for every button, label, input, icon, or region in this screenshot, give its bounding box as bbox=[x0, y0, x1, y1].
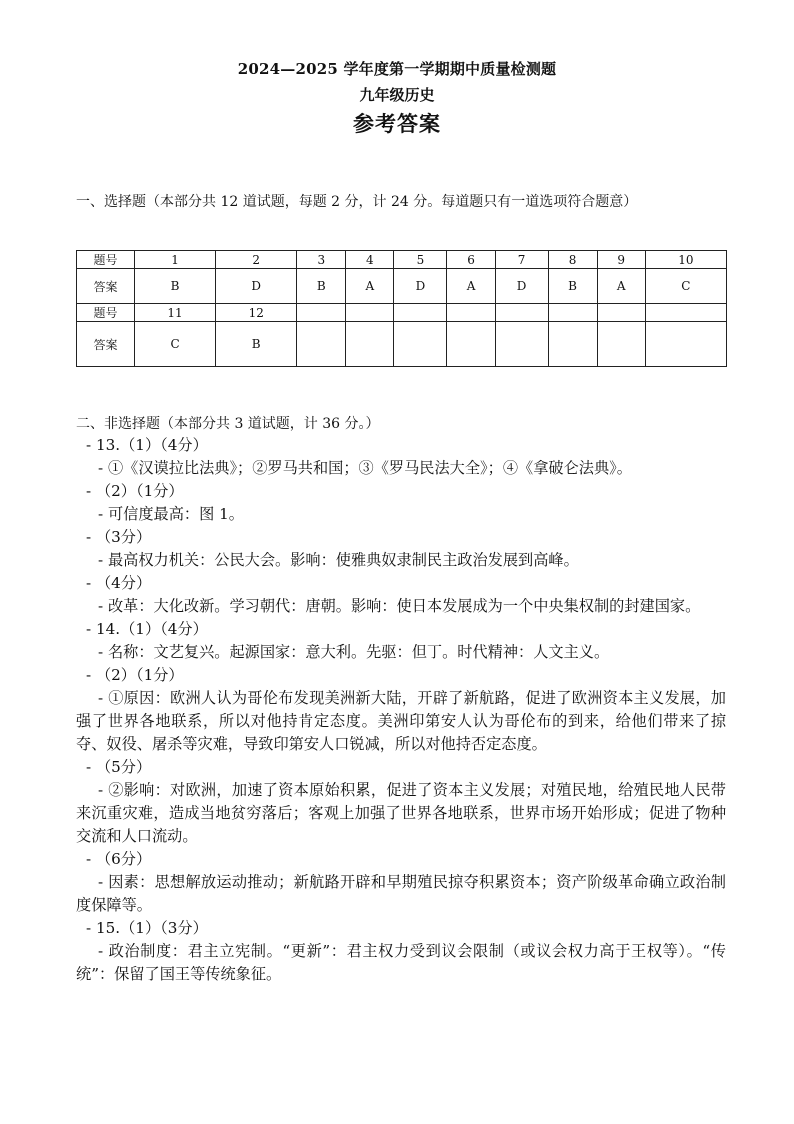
empty-cell bbox=[297, 304, 346, 322]
empty-cell bbox=[645, 322, 726, 367]
section2-answers bbox=[76, 434, 726, 986]
question-number: 8 bbox=[548, 251, 597, 269]
answer-cell: A bbox=[447, 269, 495, 304]
question-label: - 15.（1）（3分） bbox=[86, 919, 208, 937]
answer-text: - 名称：文艺复兴。起源国家：意大利。先驱：但丁。时代精神：人文主义。 bbox=[98, 643, 610, 661]
answer-text: - 改革：大化改新。学习朝代：唐朝。影响：使日本发展成为一个中央集权制的封建国家。 bbox=[98, 597, 701, 615]
exam-subject: 九年级历史 bbox=[359, 86, 435, 104]
question-label: - 13.（1）（4分） bbox=[86, 436, 208, 454]
question-number: 5 bbox=[394, 251, 447, 269]
answer-table bbox=[76, 250, 727, 367]
answer-cell: B bbox=[548, 269, 597, 304]
answer-cell: D bbox=[216, 269, 297, 304]
empty-cell bbox=[645, 304, 726, 322]
answer-cell: D bbox=[495, 269, 548, 304]
answer-text: - ②影响：对欧洲，加速了资本原始积累，促进了资本主义发展；对殖民地，给殖民地人民带来沉重灾难，造成当地贫穷落后；客观上加强了世界各地联系，世界市场开始形成；促进了物种交流和人口流动。 bbox=[76, 781, 726, 845]
table-row-numbers-2 bbox=[77, 304, 727, 322]
row-label: 答案 bbox=[77, 322, 135, 367]
answer-cell: A bbox=[597, 269, 645, 304]
question-number: 2 bbox=[216, 251, 297, 269]
section2-heading: 二、非选择题（本部分共 3 道试题，计 36 分。） bbox=[76, 416, 380, 432]
answer-cell: C bbox=[135, 322, 216, 367]
answer-text: - 因素：思想解放运动推动；新航路开辟和早期殖民掠夺积累资本；资产阶级革命确立政治制度保障等。 bbox=[76, 873, 726, 914]
empty-cell bbox=[447, 304, 495, 322]
question-number: 6 bbox=[447, 251, 495, 269]
empty-cell bbox=[495, 322, 548, 367]
question-number: 4 bbox=[346, 251, 394, 269]
row-label: 题号 bbox=[77, 251, 135, 269]
empty-cell bbox=[495, 304, 548, 322]
empty-cell bbox=[447, 322, 495, 367]
question-number: 11 bbox=[135, 304, 216, 322]
answer-text: - 最高权力机关：公民大会。影响：使雅典奴隶制民主政治发展到高峰。 bbox=[98, 551, 579, 569]
empty-cell bbox=[394, 304, 447, 322]
answer-text: - 可信度最高：图 1。 bbox=[98, 505, 244, 523]
answer-text: - 政治制度：君主立宪制。“更新”：君主权力受到议会限制（或议会权力高于王权等）。“传统”：保留了国王等传统象征。 bbox=[76, 942, 726, 983]
empty-cell bbox=[597, 304, 645, 322]
table-row-answers-1 bbox=[77, 269, 727, 304]
question-number: 1 bbox=[135, 251, 216, 269]
answer-text: - ①《汉谟拉比法典》；②罗马共和国；③《罗马民法大全》；④《拿破仑法典》。 bbox=[98, 459, 632, 477]
question-label: - 14.（1）（4分） bbox=[86, 620, 208, 638]
question-number: 9 bbox=[597, 251, 645, 269]
question-label: - （2）（1分） bbox=[86, 482, 184, 500]
question-number: 7 bbox=[495, 251, 548, 269]
table-row-answers-2 bbox=[77, 322, 727, 367]
section1-heading: 一、选择题（本部分共 12 道试题，每题 2 分，计 24 分。每道题只有一道选项符合题意） bbox=[76, 194, 638, 210]
empty-cell bbox=[394, 322, 447, 367]
empty-cell bbox=[548, 304, 597, 322]
answer-cell: B bbox=[135, 269, 216, 304]
question-number: 3 bbox=[297, 251, 346, 269]
answer-cell: B bbox=[216, 322, 297, 367]
exam-title: 2024—2025 学年度第一学期期中质量检测题 bbox=[237, 60, 557, 78]
question-number: 12 bbox=[216, 304, 297, 322]
question-number: 10 bbox=[645, 251, 726, 269]
table-row-numbers-1 bbox=[77, 251, 727, 269]
answer-text: - ①原因：欧洲人认为哥伦布发现美洲新大陆，开辟了新航路，促进了欧洲资本主义发展，加强了世界各地联系，所以对他持肯定态度。美洲印第安人认为哥伦布的到来，给他们带来了掠夺、奴役、屠杀等灾难，导致印第安人口锐减，所以对他持否定态度。 bbox=[76, 689, 726, 753]
question-label: - （4分） bbox=[86, 574, 152, 592]
answer-cell: C bbox=[645, 269, 726, 304]
empty-cell bbox=[548, 322, 597, 367]
question-label: - （5分） bbox=[86, 758, 152, 776]
row-label: 题号 bbox=[77, 304, 135, 322]
document-title: 参考答案 bbox=[353, 111, 441, 136]
empty-cell bbox=[346, 304, 394, 322]
empty-cell bbox=[597, 322, 645, 367]
row-label: 答案 bbox=[77, 269, 135, 304]
empty-cell bbox=[297, 322, 346, 367]
answer-cell: D bbox=[394, 269, 447, 304]
empty-cell bbox=[346, 322, 394, 367]
answer-cell: B bbox=[297, 269, 346, 304]
question-label: - （6分） bbox=[86, 850, 152, 868]
question-label: - （2）（1分） bbox=[86, 666, 184, 684]
answer-cell: A bbox=[346, 269, 394, 304]
question-label: - （3分） bbox=[86, 528, 152, 546]
